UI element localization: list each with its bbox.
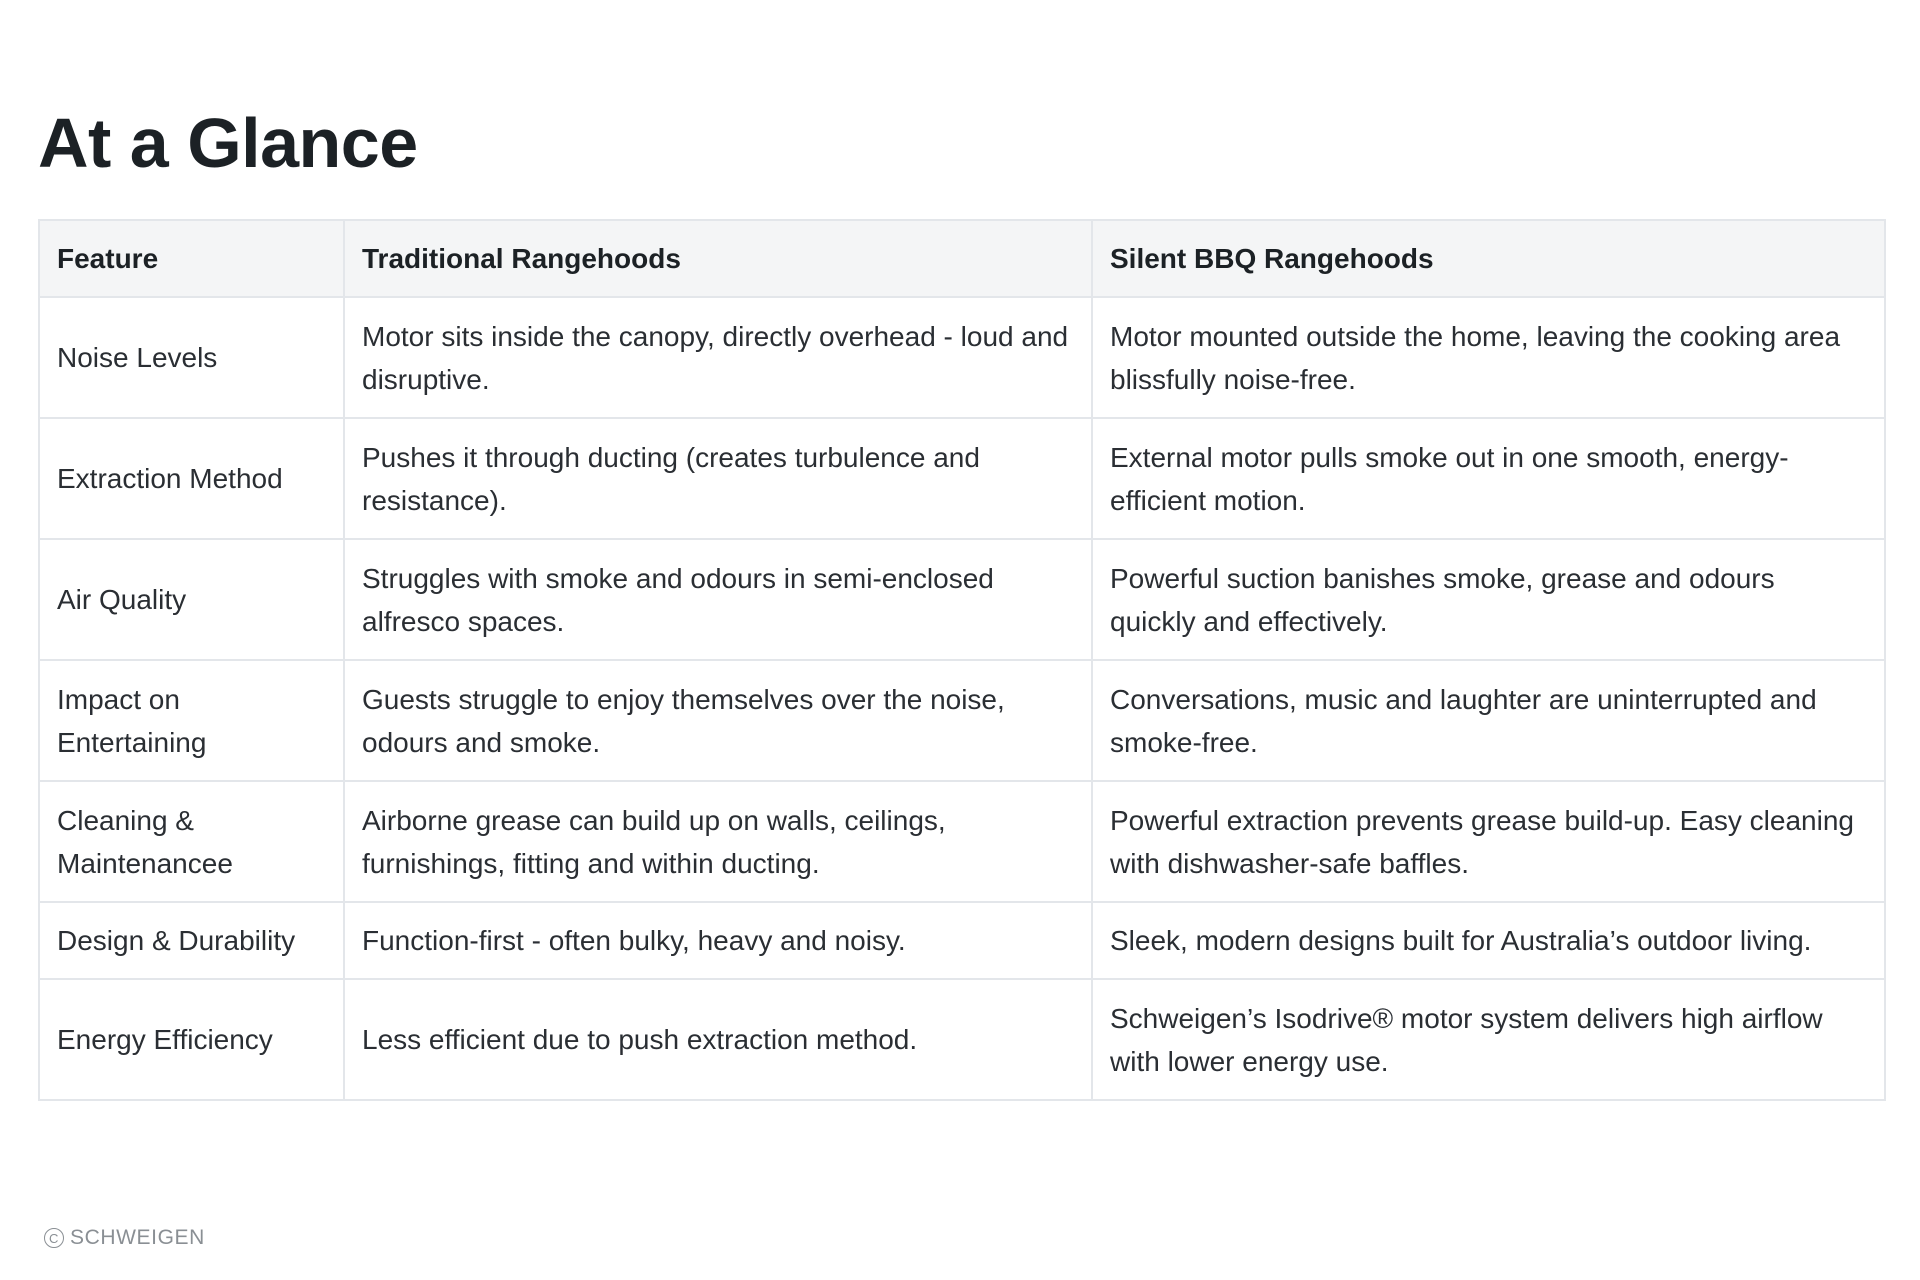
- traditional-cell: Struggles with smoke and odours in semi-enclosed alfresco spaces.: [344, 539, 1092, 660]
- feature-cell: Design & Durability: [39, 902, 344, 979]
- feature-cell: Extraction Method: [39, 418, 344, 539]
- feature-cell: Energy Efficiency: [39, 979, 344, 1100]
- traditional-cell: Function-first - often bulky, heavy and noisy.: [344, 902, 1092, 979]
- silent-cell: Motor mounted outside the home, leaving the cooking area blissfully noise-free.: [1092, 297, 1885, 418]
- copyright-icon: C: [44, 1228, 64, 1248]
- table-row: [39, 979, 1885, 1100]
- feature-cell: Air Quality: [39, 539, 344, 660]
- table-row: [39, 660, 1885, 781]
- footer-brand: [44, 1226, 205, 1250]
- traditional-cell: Airborne grease can build up on walls, ceilings, furnishings, fitting and within ducting.: [344, 781, 1092, 902]
- silent-cell: Schweigen’s Isodrive® motor system delivers high airflow with lower energy use.: [1092, 979, 1885, 1100]
- silent-cell: Conversations, music and laughter are uninterrupted and smoke-free.: [1092, 660, 1885, 781]
- column-header-feature: Feature: [39, 220, 344, 297]
- comparison-table: [38, 219, 1886, 1101]
- traditional-cell: Motor sits inside the canopy, directly overhead - loud and disruptive.: [344, 297, 1092, 418]
- feature-cell: Cleaning & Maintenancee: [39, 781, 344, 902]
- table-row: [39, 297, 1885, 418]
- table-row: [39, 902, 1885, 979]
- silent-cell: Powerful suction banishes smoke, grease and odours quickly and effectively.: [1092, 539, 1885, 660]
- page-title: At a Glance: [38, 104, 418, 182]
- feature-cell: Impact on Entertaining: [39, 660, 344, 781]
- silent-cell: Powerful extraction prevents grease build-up. Easy cleaning with dishwasher-safe baffles.: [1092, 781, 1885, 902]
- feature-cell: Noise Levels: [39, 297, 344, 418]
- traditional-cell: Pushes it through ducting (creates turbulence and resistance).: [344, 418, 1092, 539]
- traditional-cell: Less efficient due to push extraction method.: [344, 979, 1092, 1100]
- table-row: [39, 539, 1885, 660]
- column-header-silent: Silent BBQ Rangehoods: [1092, 220, 1885, 297]
- silent-cell: Sleek, modern designs built for Australia’s outdoor living.: [1092, 902, 1885, 979]
- traditional-cell: Guests struggle to enjoy themselves over the noise, odours and smoke.: [344, 660, 1092, 781]
- column-header-traditional: Traditional Rangehoods: [344, 220, 1092, 297]
- table-header-row: [39, 220, 1885, 297]
- table-row: [39, 418, 1885, 539]
- table-row: [39, 781, 1885, 902]
- silent-cell: External motor pulls smoke out in one smooth, energy-efficient motion.: [1092, 418, 1885, 539]
- brand-name: SCHWEIGEN: [70, 1226, 205, 1249]
